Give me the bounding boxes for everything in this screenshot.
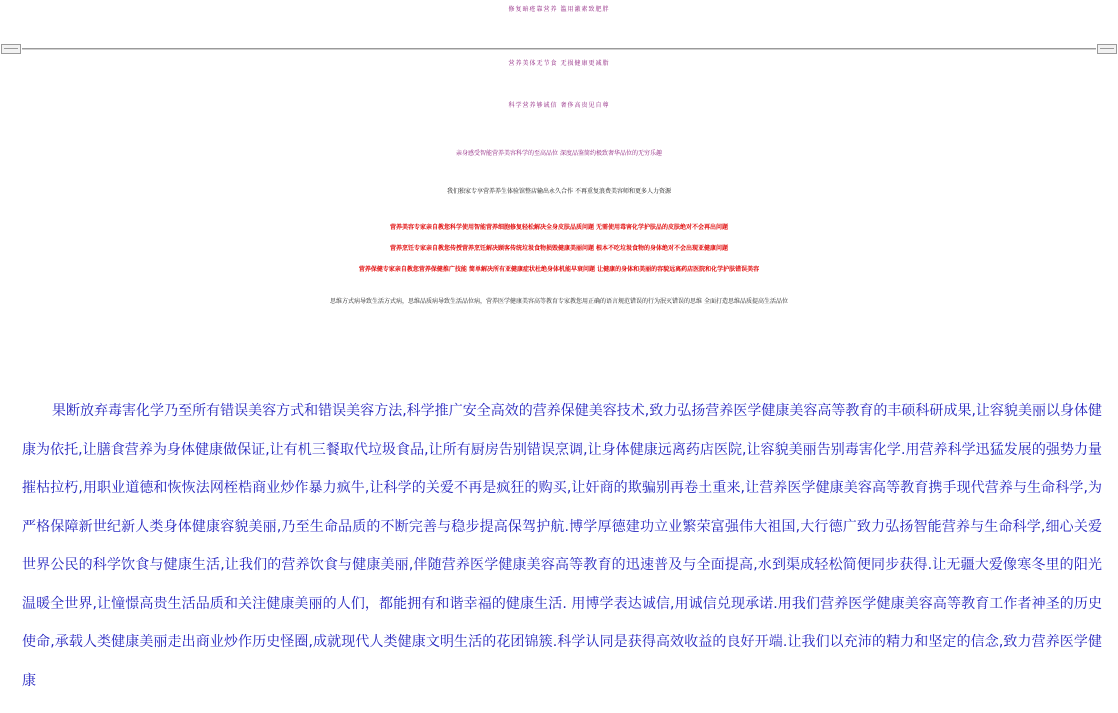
red-line-beauty: 营养美容专家亲自教您科学使用智能营养细胞修复轻松解决全身皮肤品质问题 无需使用毒害化学护肤品的皮肤绝对不会再出问题 (389, 224, 729, 231)
tagline: 亲身感受智能营养美容科学的至高品位 深度品鉴简约极致奢华品位的无穷乐趣 (456, 150, 662, 157)
rule-line (22, 48, 1096, 50)
headline-2: 营养美体无节食 无损健康更减脂 (508, 60, 610, 67)
red-line-cooking: 营养烹饪专家亲自教您传授营养烹饪解决顾客传统垃圾食物损毁健康美丽问题 根本不吃垃圾食物的身体绝对不会出现亚健康问题 (389, 245, 729, 252)
rule-handle-right-icon[interactable] (1097, 44, 1117, 54)
cooperation-statement: 我们独家专享营养养生体验馆整店输出永久合作 不再重复浪费美容师和更多人力资源 (447, 188, 671, 195)
body-paragraph: 果断放弃毒害化学乃至所有错误美容方式和错误美容方法,科学推广安全高效的营养保健美容技术,致力弘扬营养医学健康美容高等教育的丰硕科研成果,让容貌美丽以身体健康为依托,让膳食营养为身体健康做保证,让有机三餐取代垃圾食品,让所有厨房告别错误烹调,让身体健康远离药店医院,让容貌美丽告别毒害化学.用营养科学迅猛发展的强势力量摧枯拉朽,用职业道德和恢恢法网桎梏商业炒作暴力疯牛,让科学的关爱不再是疯狂的购买,让奸商的欺骗别再卷土重来,让营养医学健康美容高等教育携手现代营养与生命科学,为严格保障新世纪新人类身体健康容貌美丽,乃至生命品质的不断完善与稳步提高保驾护航.博学厚德建功立业繁荣富强伟大祖国,大行德广致力弘扬智能营养与生命科学,细心关爱世界公民的科学饮食与健康生活,让我们的营养饮食与健康美丽,伴随营养医学健康美容高等教育的迅速普及与全面提高,水到渠成轻松简便同步获得.让无疆大爱像寒冬里的阳光温暖全世界,让憧憬高贵生活品质和关注健康美丽的人们，都能拥有和谐幸福的健康生活. 用博学表达诚信,用诚信兑现承诺.用我们营养医学健康美容高等教育工作者神圣的历史使命,承载人类健康美丽走出商业炒作历史怪圈,成就现代人类健康文明生活的花团锦簇.科学认同是获得高效收益的良好开端.让我们以充沛的精力和坚定的信念,致力营养医学健康 (22, 403, 1102, 689)
red-line-healthcare: 营养保健专家亲自教您营养保健推广技能 简单解决所有亚健康症状杜绝身体机能早衰问题 让健康的身体和美丽的容貌远离药店医院和化学护肤错误美容 (358, 266, 760, 273)
headline-3: 科学营养够诚信 奢侈高贵见自尊 (508, 102, 610, 109)
thinking-style-line: 思维方式病导致生活方式病，思维品质病导致生活品位病，营养医学健康美容高等教育专家教您用正确的语言规范错误的行为泯灭错误的思维 全面打造思维品质提高生活品位 (330, 298, 788, 305)
headline-1: 修复暗疮靠营养 滥用激素致肥胖 (508, 6, 610, 13)
rule-handle-left-icon[interactable] (1, 44, 21, 54)
horizontal-rule (0, 44, 1118, 56)
